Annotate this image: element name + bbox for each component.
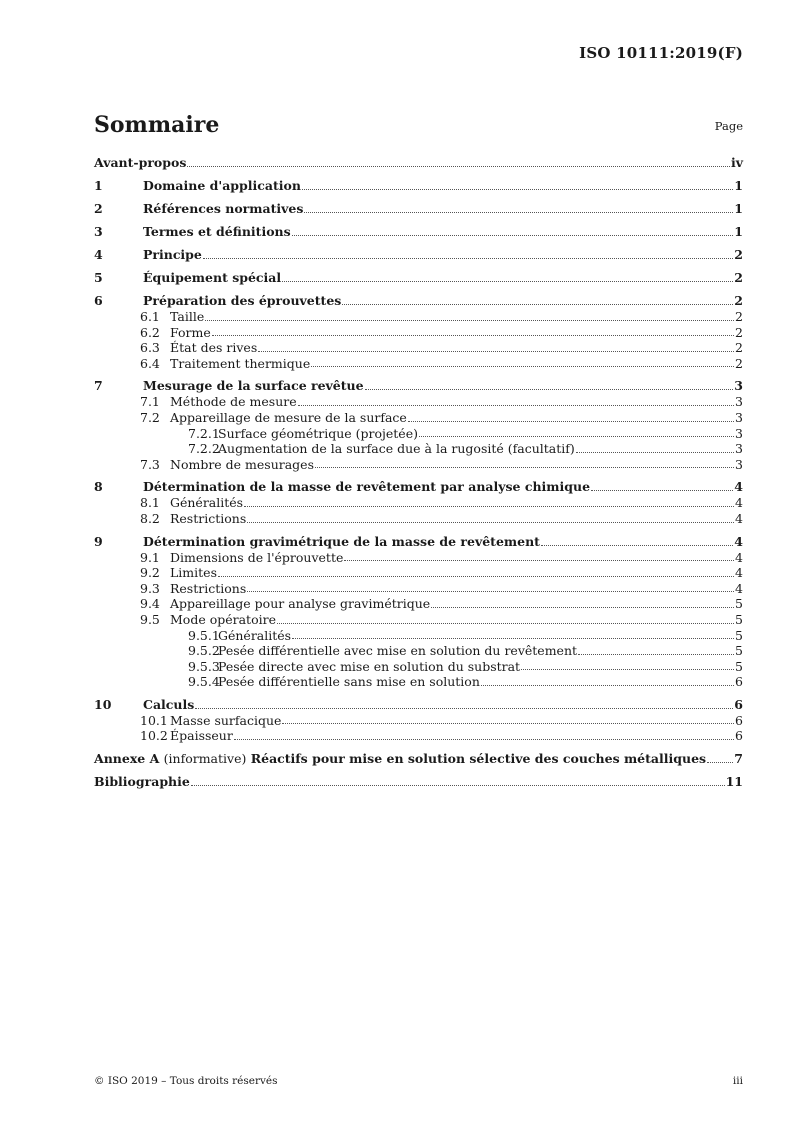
toc-leader-dots: [578, 653, 734, 655]
toc-entry-label: Augmentation de la surface due à la rugosité (facultatif): [218, 441, 575, 457]
toc-annex-entry[interactable]: [94, 751, 743, 767]
toc-entry-page: 4: [734, 533, 743, 549]
toc-leader-dots: [282, 280, 733, 282]
toc-entry-number: 6.3: [140, 340, 160, 356]
toc-entry[interactable]: [94, 178, 743, 194]
toc-leader-dots: [342, 303, 733, 305]
toc-entry-page: 5: [735, 643, 743, 659]
toc-entry-page: 2: [735, 340, 743, 356]
toc-leader-dots: [203, 257, 733, 259]
toc-leader-dots: [481, 684, 734, 686]
toc-leader-dots: [707, 761, 733, 763]
toc-leader-dots: [244, 505, 734, 507]
toc-entry-label: Appareillage de mesure de la surface: [170, 409, 407, 425]
toc-leader-dots: [315, 466, 734, 468]
toc-entry-label: Masse surfacique: [170, 712, 282, 728]
toc-annex-page: 7: [734, 751, 743, 767]
toc-entry[interactable]: [94, 340, 743, 356]
toc-entry[interactable]: [94, 612, 743, 628]
toc-entry[interactable]: [94, 697, 743, 713]
toc-entry-page: 3: [735, 456, 743, 472]
toc-entry-page: 3: [735, 409, 743, 425]
toc-entry[interactable]: [94, 457, 743, 473]
toc-entry[interactable]: [94, 581, 743, 597]
toc-entry-number: 7.2: [140, 409, 160, 425]
page-title: Sommaire: [94, 112, 220, 138]
toc-entry-label: Pesée différentielle sans mise en solution: [218, 674, 480, 690]
toc-entry-number: 3: [94, 224, 103, 239]
toc-entry-page: 4: [734, 479, 743, 495]
toc-entry-page: 5: [735, 627, 743, 643]
toc-entry-page: 4: [735, 565, 743, 581]
toc-leader-dots: [234, 738, 734, 740]
toc-entry-page: 3: [735, 425, 743, 441]
toc-entry[interactable]: [94, 378, 743, 394]
toc-entry-page: 6: [734, 696, 743, 712]
toc-entry[interactable]: [94, 426, 743, 442]
toc-entry-number: 8: [94, 479, 103, 495]
toc-entry[interactable]: [94, 659, 743, 675]
toc-entry-number: 9.3: [140, 580, 160, 596]
toc-entry-number: 9.5.1: [188, 627, 220, 643]
toc-leader-dots: [292, 234, 734, 236]
toc-entry-page: 2: [734, 293, 743, 308]
toc-entry-number: 9: [94, 533, 103, 549]
toc-entry-label: État des rives: [170, 340, 258, 356]
toc-entry-number: 6.2: [140, 324, 160, 340]
toc-leader-dots: [419, 435, 734, 437]
toc-leader-dots: [187, 165, 730, 167]
toc-entry-number: 10.2: [140, 728, 168, 744]
toc-entry-page: 3: [734, 378, 743, 394]
toc-leader-dots: [344, 559, 734, 561]
toc-entry-label: Surface géométrique (projetée): [218, 425, 418, 441]
toc-entry-label: Limites: [170, 565, 217, 581]
toc-entry-page: 2: [734, 270, 743, 285]
toc-entry-number: 9.4: [140, 596, 160, 612]
toc-entry-page: 6: [735, 674, 743, 690]
toc-entry-page: 2: [735, 355, 743, 371]
toc-entry[interactable]: [94, 643, 743, 659]
toc-entry-label: Restrictions: [170, 510, 247, 526]
toc-entry[interactable]: [94, 309, 743, 325]
toc-entry-label: Généralités: [218, 627, 292, 643]
toc-entry[interactable]: [94, 155, 743, 171]
toc-leader-dots: [212, 334, 734, 336]
toc-entry-number: 1: [94, 178, 103, 193]
toc-entry[interactable]: [94, 394, 743, 410]
toc-entry[interactable]: [94, 596, 743, 612]
toc-leader-dots: [277, 622, 734, 624]
toc-leader-dots: [311, 365, 734, 367]
toc-entry[interactable]: [94, 534, 743, 550]
toc-entry-label: Détermination de la masse de revêtement par analyse chimique: [143, 479, 591, 495]
toc-entry-number: 7.2.1: [188, 425, 220, 441]
toc-entry-page: 2: [735, 309, 743, 324]
toc-leader-dots: [541, 544, 733, 546]
toc-entry-number: 5: [94, 270, 103, 285]
toc-entry-number: 7: [94, 378, 103, 394]
toc-entry-page: 5: [735, 596, 743, 612]
toc-entry-page: 4: [735, 510, 743, 526]
toc-entry-label: Nombre de mesurages: [170, 456, 314, 472]
toc-entry[interactable]: [94, 270, 743, 286]
toc-entry-label: Dimensions de l'éprouvette: [170, 549, 344, 565]
toc-entry-label: Traitement thermique: [170, 355, 311, 371]
toc-leader-dots: [247, 521, 734, 523]
toc-entry[interactable]: [94, 713, 743, 729]
toc-entry-label: Pesée différentielle avec mise en solution du revêtement: [218, 643, 578, 659]
toc-entry-page: 1: [734, 201, 743, 216]
toc-entry-label: Pesée directe avec mise en solution du substrat: [218, 658, 521, 674]
toc-entry[interactable]: [94, 495, 743, 511]
toc-entry[interactable]: [94, 325, 743, 341]
toc-entry-number: 7.3: [140, 456, 160, 472]
toc-entry-page: 1: [734, 178, 743, 193]
toc-entry-number: 6.4: [140, 355, 160, 371]
toc-entry-page: 5: [735, 658, 743, 674]
toc-entry-label: Mode opératoire: [170, 611, 276, 627]
toc-entry[interactable]: [94, 728, 743, 744]
toc-entry-label: Taille: [170, 309, 205, 324]
toc-entry-number: 8.2: [140, 510, 160, 526]
toc-leader-dots: [205, 319, 734, 321]
toc-entry-number: 8.1: [140, 495, 160, 511]
toc-entry-label: Détermination gravimétrique de la masse de revêtement: [143, 533, 540, 549]
footer-page-number: iii: [732, 1075, 743, 1087]
toc-leader-dots: [408, 420, 734, 422]
toc-entry-label: Restrictions: [170, 580, 247, 596]
toc-entry-label: Avant-propos: [94, 155, 187, 170]
toc-entry-page: 1: [734, 224, 743, 239]
toc-entry[interactable]: [94, 511, 743, 527]
toc-leader-dots: [431, 606, 734, 608]
footer-copyright: © ISO 2019 – Tous droits réservés: [94, 1075, 278, 1087]
toc-leader-dots: [591, 489, 733, 491]
toc-bibliography-entry[interactable]: [94, 774, 743, 790]
toc-entry-label: Mesurage de la surface revêtue: [143, 378, 364, 394]
toc-entry-label: Préparation des éprouvettes: [143, 293, 342, 308]
toc-entry[interactable]: [94, 224, 743, 240]
toc-leader-dots: [282, 722, 734, 724]
toc-leader-dots: [521, 668, 734, 670]
toc-entry-page: 6: [735, 728, 743, 744]
annex-kind: (informative): [163, 751, 247, 767]
toc-entry[interactable]: [94, 201, 743, 217]
toc-entry[interactable]: [94, 441, 743, 457]
toc-leader-dots: [365, 388, 734, 390]
toc-entry-label: Épaisseur: [170, 728, 233, 744]
document-id: ISO 10111:2019(F): [579, 44, 743, 62]
toc-leader-dots: [191, 784, 725, 786]
toc-entry-label: Méthode de mesure: [170, 394, 297, 410]
toc-entry-page: 3: [735, 441, 743, 457]
toc-entry[interactable]: [94, 410, 743, 426]
toc-annex-label: [94, 751, 706, 767]
toc-entry-page: 2: [735, 324, 743, 340]
toc-entry-label: Calculs: [143, 696, 195, 712]
toc-bibliography-page: 11: [725, 774, 743, 790]
toc-entry-label: Termes et définitions: [143, 224, 291, 239]
toc-entry-number: 10.1: [140, 712, 168, 728]
table-of-contents: [94, 155, 743, 790]
toc-entry-page: 6: [735, 712, 743, 728]
toc-entry-number: 4: [94, 247, 103, 262]
toc-entry[interactable]: [94, 479, 743, 495]
toc-leader-dots: [292, 637, 734, 639]
annex-title: Réactifs pour mise en solution sélective des couches métalliques: [250, 751, 707, 767]
toc-entry-page: 4: [735, 549, 743, 565]
toc-entry-label: Principe: [143, 247, 202, 262]
toc-leader-dots: [302, 188, 733, 190]
toc-entry-label: Équipement spécial: [143, 270, 282, 285]
toc-entry-label: Domaine d'application: [143, 178, 301, 193]
toc-entry[interactable]: [94, 356, 743, 372]
toc-leader-dots: [247, 590, 734, 592]
toc-entry[interactable]: [94, 674, 743, 690]
toc-entry[interactable]: [94, 247, 743, 263]
toc-entry-number: 9.5.4: [188, 674, 220, 690]
toc-entry-label: Appareillage pour analyse gravimétrique: [170, 596, 431, 612]
toc-entry-number: 7.2.2: [188, 441, 220, 457]
toc-entry[interactable]: [94, 628, 743, 644]
toc-entry-page: 3: [735, 394, 743, 410]
toc-entry-number: 7.1: [140, 394, 160, 410]
toc-entry[interactable]: [94, 565, 743, 581]
toc-entry-page: 5: [735, 611, 743, 627]
toc-entry-page: 4: [735, 580, 743, 596]
toc-entry-number: 6: [94, 293, 103, 308]
toc-entry-number: 6.1: [140, 309, 160, 324]
toc-leader-dots: [195, 707, 733, 709]
toc-entry-number: 9.5.2: [188, 643, 220, 659]
toc-bibliography-label: Bibliographie: [94, 774, 190, 790]
toc-leader-dots: [258, 350, 734, 352]
page-column-label: Page: [714, 119, 743, 133]
toc-entry-label: Généralités: [170, 495, 244, 511]
toc-entry-number: 9.2: [140, 565, 160, 581]
toc-entry-page: iv: [730, 155, 743, 170]
toc-leader-dots: [298, 404, 734, 406]
toc-entry-number: 10: [94, 696, 112, 712]
toc-entry-number: 9.5: [140, 611, 160, 627]
toc-leader-dots: [576, 451, 734, 453]
toc-entry-number: 2: [94, 201, 103, 216]
toc-leader-dots: [218, 575, 734, 577]
toc-entry-page: 4: [735, 495, 743, 511]
annex-prefix: Annexe A: [94, 751, 160, 767]
toc-entry[interactable]: [94, 550, 743, 566]
toc-entry[interactable]: [94, 293, 743, 309]
toc-entry-label: Forme: [170, 324, 211, 340]
toc-entry-number: 9.1: [140, 549, 160, 565]
toc-entry-label: Références normatives: [143, 201, 304, 216]
toc-entry-page: 2: [734, 247, 743, 262]
toc-entry-number: 9.5.3: [188, 658, 220, 674]
toc-leader-dots: [304, 211, 733, 213]
